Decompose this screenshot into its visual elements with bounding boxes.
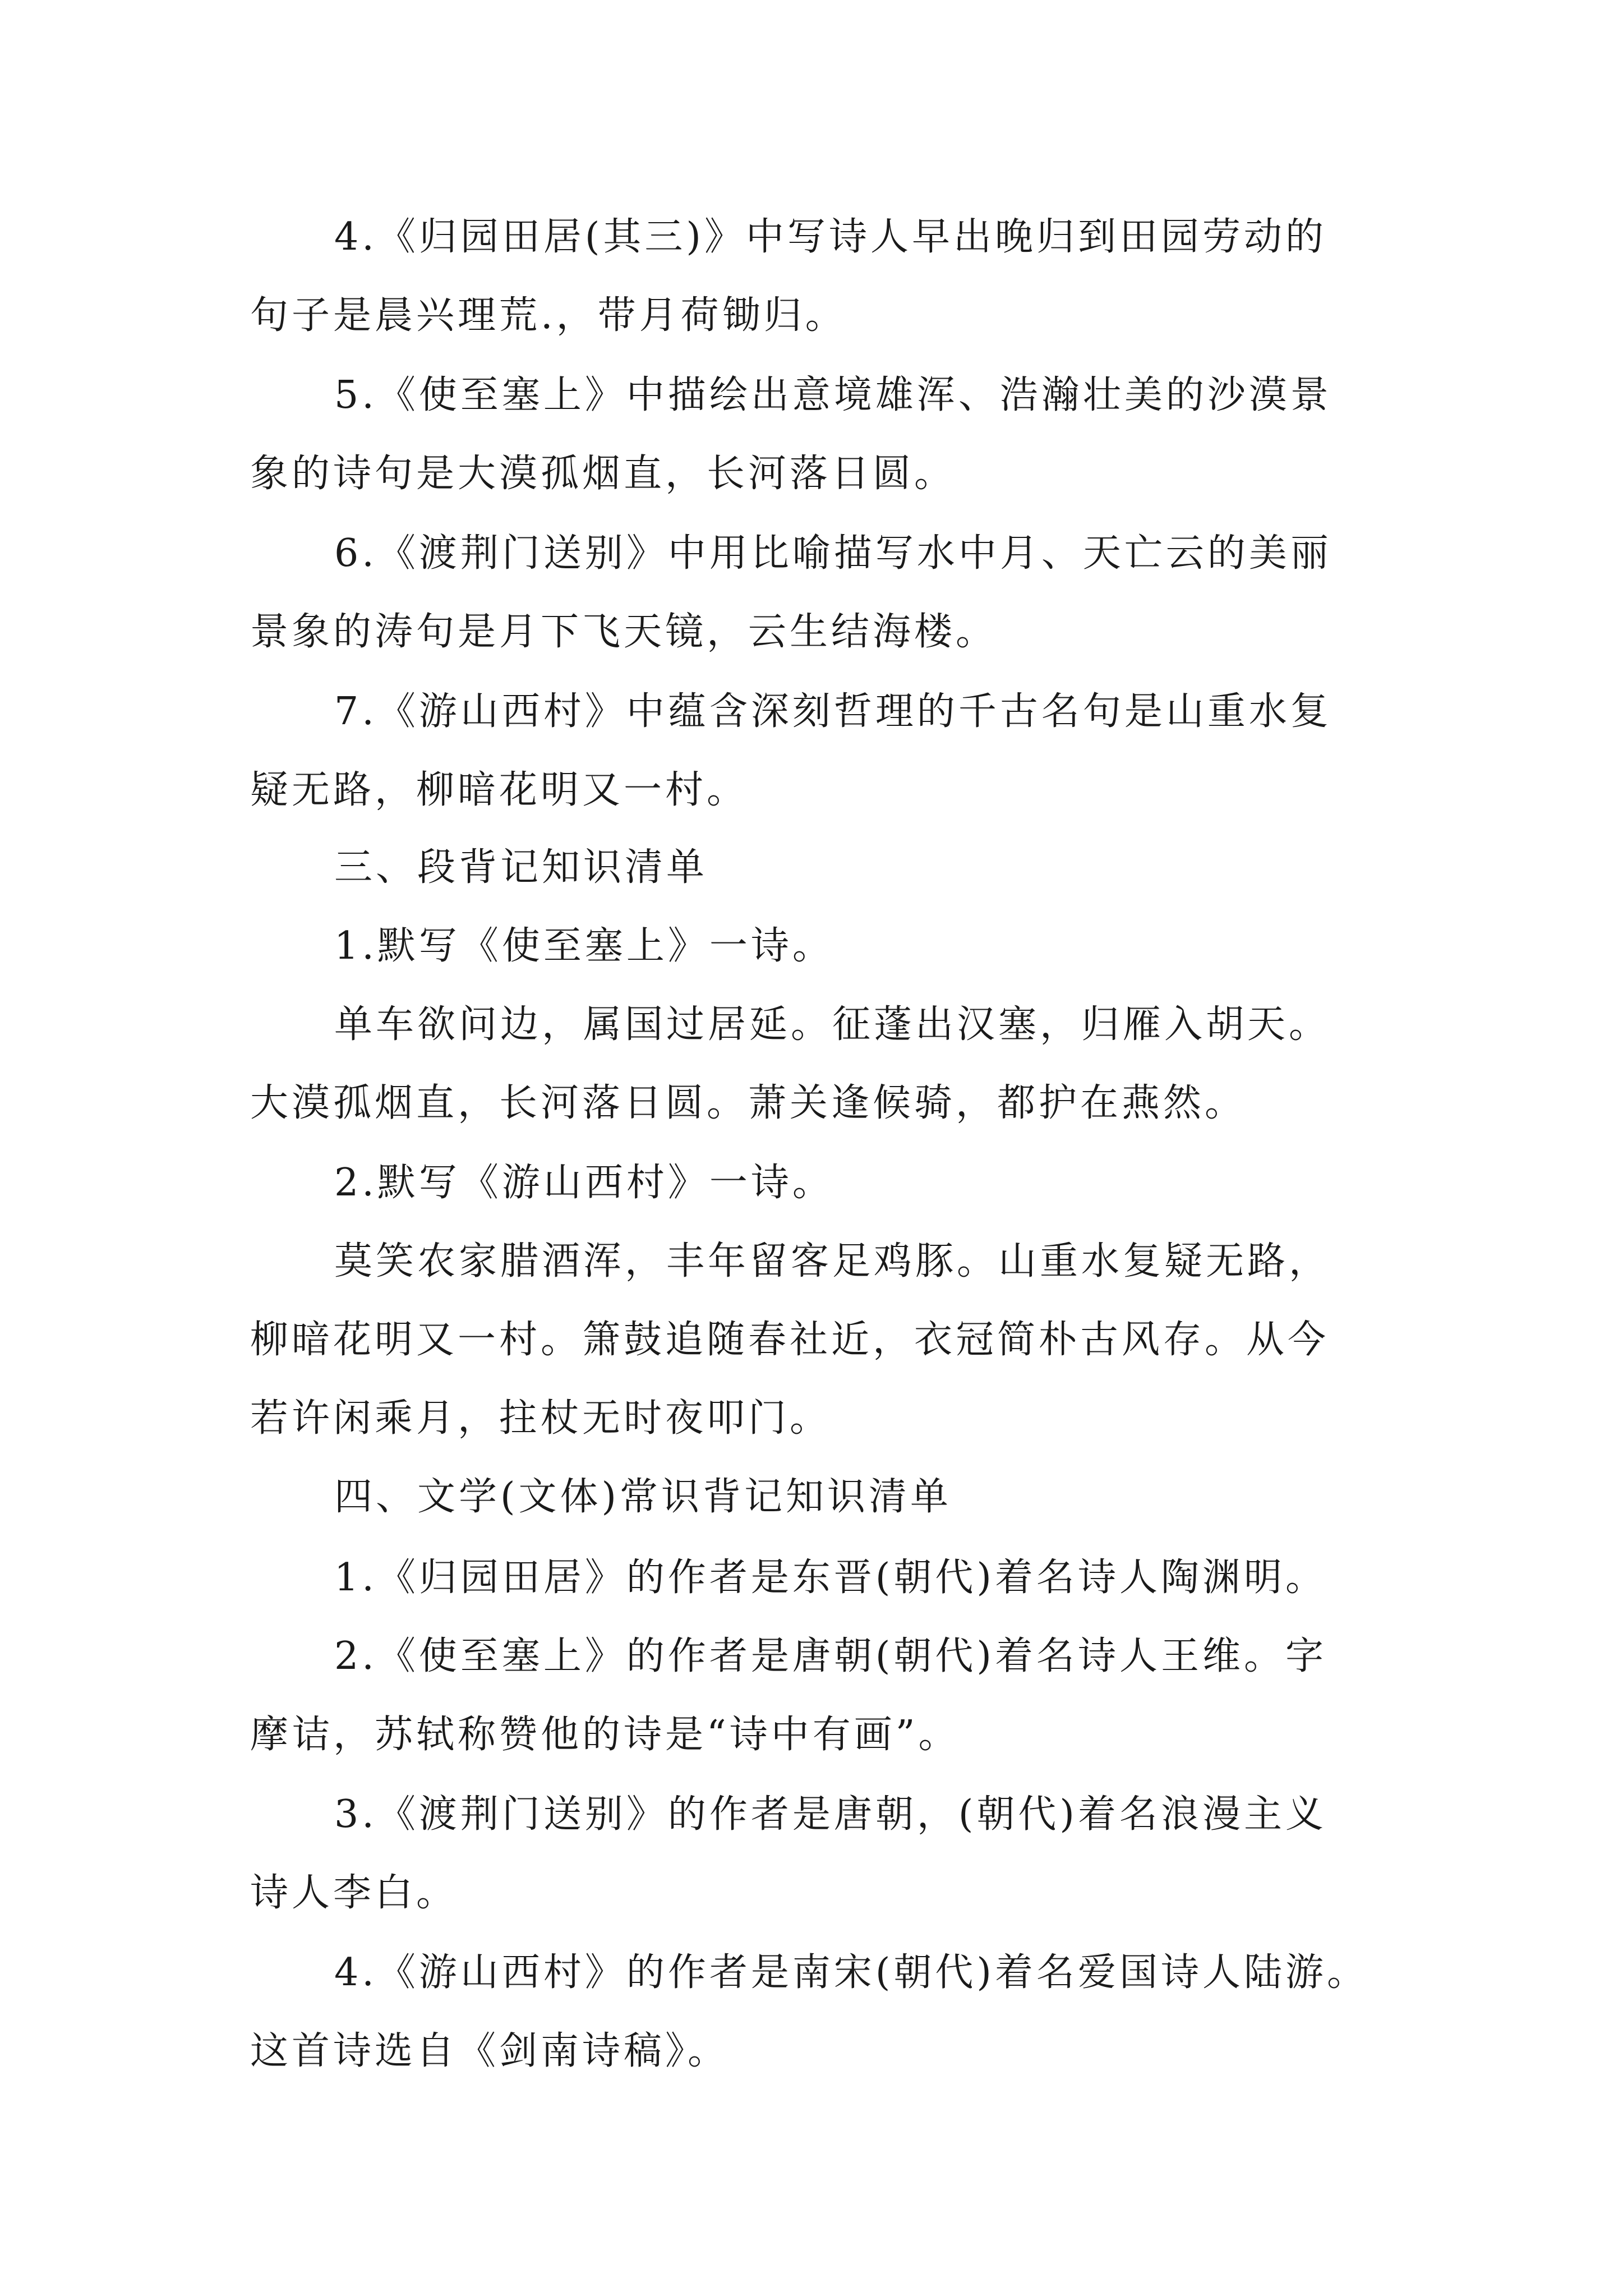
text-line: 1.默写《使至塞上》一诗。 <box>334 924 834 968</box>
poem-line: 大漠孤烟直，长河落日圆。萧关逢候骑，都护在燕然。 <box>250 1081 1247 1125</box>
text-line: 这首诗选自《剑南诗稿》。 <box>250 2029 730 2073</box>
poem-line: 单车欲问边，属国过居延。征蓬出汉塞，归雁入胡天。 <box>334 1002 1331 1047</box>
section-heading: 三、段背记知识清单 <box>334 845 708 890</box>
poem-line: 若许闲乘月，拄杖无时夜叩门。 <box>250 1396 832 1441</box>
text-line: 2.默写《游山西村》一诗。 <box>334 1161 834 1205</box>
text-line: 7.《游山西村》中蕴含深刻哲理的千古名句是山重水复 <box>334 689 1332 734</box>
text-line: 3.《渡荆门送别》的作者是唐朝，(朝代)着名浪漫主义 <box>334 1792 1327 1837</box>
poem-line: 莫笑农家腊酒浑，丰年留客足鸡豚。山重水复疑无路， <box>334 1239 1331 1283</box>
poem-line: 柳暗花明又一村。箫鼓追随春社近，衣冠简朴古风存。从今 <box>250 1318 1330 1362</box>
text-line: 5.《使至塞上》中描绘出意境雄浑、浩瀚壮美的沙漠景 <box>334 373 1332 417</box>
text-line: 摩诘，苏轼称赞他的诗是“诗中有画”。 <box>250 1713 960 1757</box>
text-line: 2.《使至塞上》的作者是唐朝(朝代)着名诗人王维。字 <box>334 1634 1327 1678</box>
text-line: 象的诗句是大漠孤烟直，长河落日圆。 <box>250 452 956 496</box>
text-line: 4.《归园田居(其三)》中写诗人早出晚归到田园劳动的 <box>334 215 1327 259</box>
text-line: 诗人李白。 <box>250 1871 458 1915</box>
text-line: 句子是晨兴理荒.，带月荷锄归。 <box>250 293 847 338</box>
text-line: 6.《渡荆门送别》中用比喻描写水中月、天亡云的美丽 <box>334 531 1332 576</box>
text-line: 4.《游山西村》的作者是南宋(朝代)着名爱国诗人陆游。 <box>334 1950 1368 1995</box>
text-line: 景象的涛句是月下飞天镜，云生结海楼。 <box>250 610 998 654</box>
text-line: 疑无路，柳暗花明又一村。 <box>250 768 749 812</box>
text-line: 1.《归园田居》的作者是东晋(朝代)着名诗人陶渊明。 <box>334 1556 1327 1600</box>
section-heading: 四、文学(文体)常识背记知识清单 <box>334 1475 952 1519</box>
